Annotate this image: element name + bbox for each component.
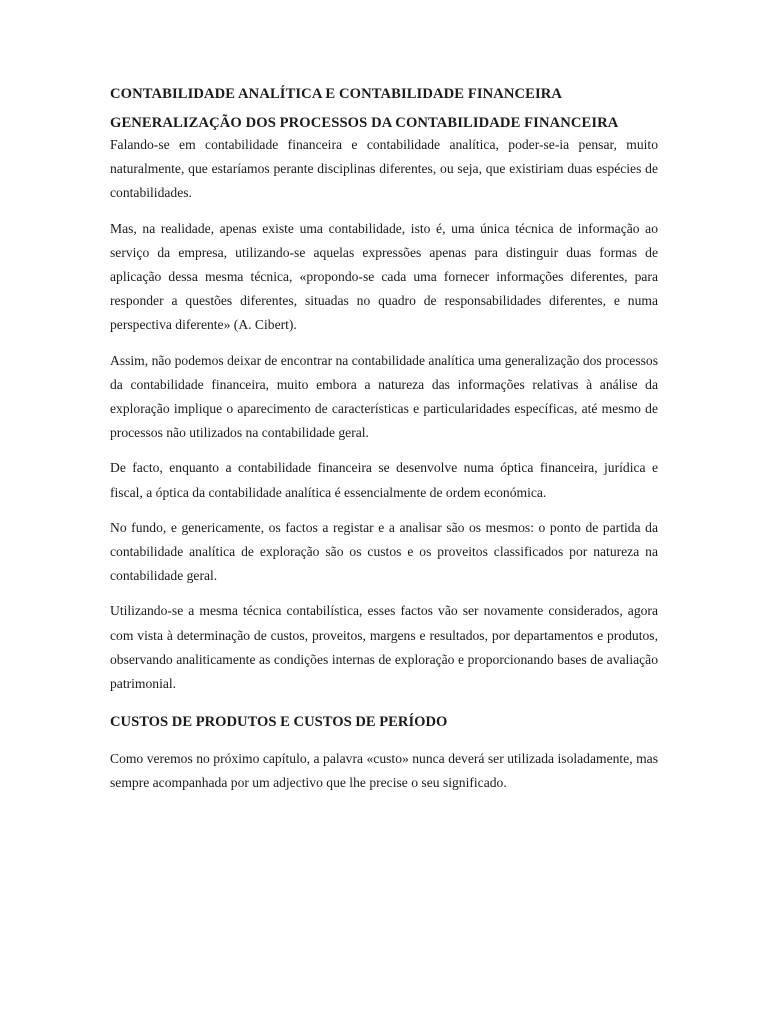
paragraph-3: Assim, não podemos deixar de encontrar na contabilidade analítica uma generalização dos processos da contabilidade financeira, muito embora a natureza das informações relativas à análise da exploração implique o aparecimento de características e particularidades específicas, até mesmo de processos não utilizados na contabilidade geral.	[110, 352, 658, 441]
document-title: CONTABILIDADE ANALÍTICA E CONTABILIDADE FINANCEIRA	[110, 86, 563, 102]
paragraph-2: Mas, na realidade, apenas existe uma contabilidade, isto é, uma única técnica de informação ao serviço da empresa, utilizando-se aquelas expressões apenas para distinguir duas formas de aplicação dessa mesma técnica, «propondo-se cada uma fornecer informações diferentes, para responder a questões diferentes, situadas no quadro de responsabilidades diferentes, e numa perspectiva diferente» (A. Cibert).	[110, 220, 658, 333]
paragraph-1: Falando-se em contabilidade financeira e contabilidade analítica, poder-se-ia pensar, muito naturalmente, que estaríamos perante disciplinas diferentes, ou seja, que existiriam duas espécies de contabilidades.	[110, 137, 658, 201]
paragraph-6: Utilizando-se a mesma técnica contabilística, esses factos vão ser novamente considerados, agora com vista à determinação de custos, proveitos, margens e resultados, por departamentos e produtos, observando analiticamente as condições internas de exploração e proporcionando bases de avaliação patrimonial.	[110, 603, 658, 692]
section-heading-generalizacao: GENERALIZAÇÃO DOS PROCESSOS DA CONTABILIDADE FINANCEIRA	[110, 115, 619, 131]
paragraph-4: De facto, enquanto a contabilidade financeira se desenvolve numa óptica financeira, jurídica e fiscal, a óptica da contabilidade analítica é essencialmente de ordem económica.	[110, 460, 658, 500]
section-heading-custos: CUSTOS DE PRODUTOS E CUSTOS DE PERÍODO	[110, 714, 448, 731]
paragraph-7: Como veremos no próximo capítulo, a palavra «custo» nunca deverá ser utilizada isoladamente, mas sempre acompanhada por um adjectivo que lhe precise o seu significado.	[110, 751, 658, 791]
document-page	[110, 84, 658, 807]
paragraph-5: No fundo, e genericamente, os factos a registar e a analisar são os mesmos: o ponto de partida da contabilidade analítica de exploração são os custos e os proveitos classificados por natureza na contabilidade geral.	[110, 519, 658, 584]
